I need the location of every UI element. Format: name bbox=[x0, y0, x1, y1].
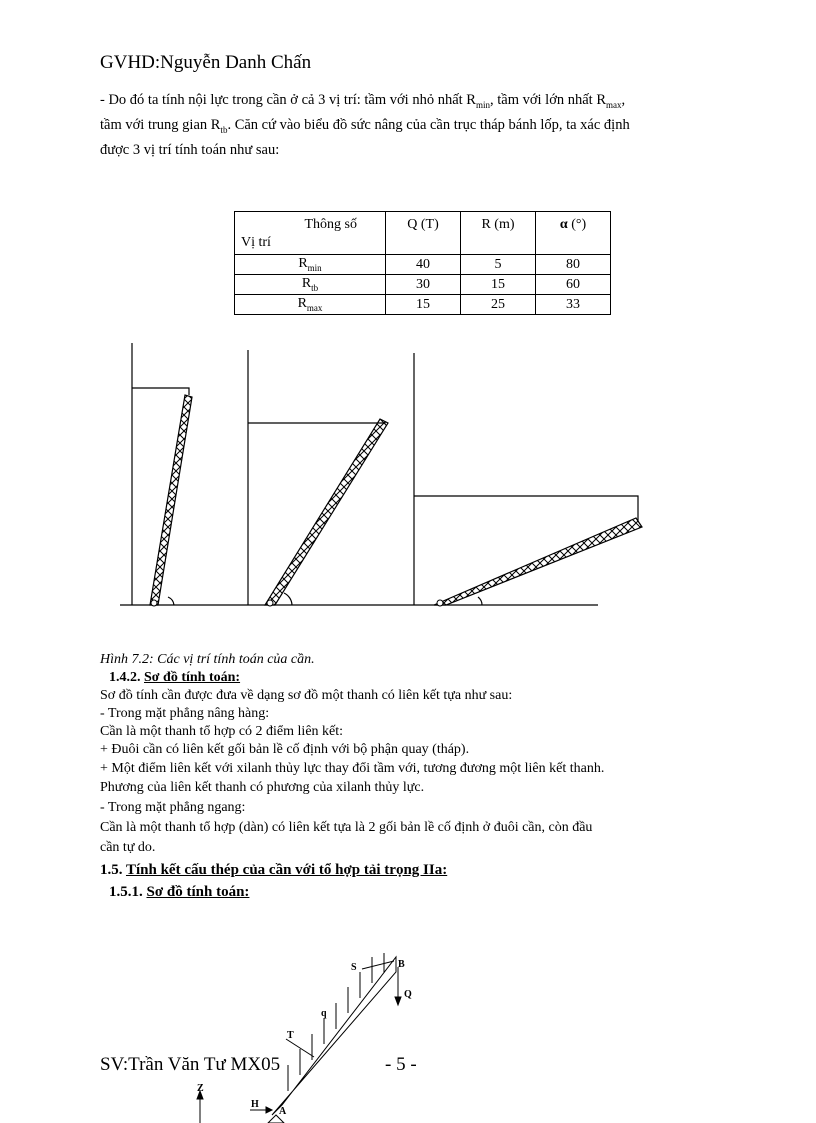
table-row: $R_{max}$ 15 25 33 bbox=[235, 295, 611, 315]
body-line: Cần là một thanh tổ hợp có 2 điểm liên kết: bbox=[100, 724, 344, 739]
intro-paragraph bbox=[100, 90, 748, 160]
parameter-table bbox=[234, 211, 611, 315]
boom-rmax bbox=[434, 518, 642, 605]
hinge-3 bbox=[437, 600, 443, 606]
label-q: Q bbox=[404, 989, 412, 1000]
angle-arc-2 bbox=[284, 593, 292, 605]
footer-student: SV:Trần Văn Tư MX05 bbox=[100, 1054, 281, 1075]
boom-rtb bbox=[265, 419, 388, 605]
page-number: - 5 - bbox=[385, 1054, 417, 1075]
col-q-header: Q (T) bbox=[386, 212, 461, 255]
label-z: Z bbox=[197, 1083, 204, 1094]
boom-rmin bbox=[150, 395, 192, 605]
body-line: Cần là một thanh tổ hợp (dàn) có liên kết tựa là 2 gối bản lề cố định ở đuôi cần, còn đầu bbox=[100, 820, 593, 835]
boom-positions-figure bbox=[0, 335, 816, 615]
reach-line-rtb bbox=[248, 421, 385, 423]
body-line: - Trong mặt phẳng nâng hàng: bbox=[100, 706, 270, 721]
section-1-4-2: 1.4.2. Sơ đồ tính toán: bbox=[109, 670, 241, 685]
section-1-5-1: 1.5.1. Sơ đồ tính toán: bbox=[109, 884, 250, 900]
table-row: $R_{min}$ 40 5 80 bbox=[235, 255, 611, 275]
col-r-header: R (m) bbox=[461, 212, 536, 255]
reach-line-rmin bbox=[132, 388, 189, 395]
calculation-diagram bbox=[0, 945, 816, 1123]
table-row: $R_{tb}$ 30 15 60 bbox=[235, 275, 611, 295]
angle-arc-3 bbox=[478, 597, 482, 605]
table-header-row bbox=[235, 212, 611, 255]
label-b: B bbox=[398, 959, 405, 970]
body-line: cần tự do. bbox=[100, 840, 156, 855]
col-alpha-header: α (°) bbox=[536, 212, 611, 255]
label-h: H bbox=[251, 1099, 259, 1110]
header-instructor: GVHD:Nguyễn Danh Chấn bbox=[100, 52, 312, 73]
label-s: S bbox=[351, 962, 357, 973]
label-t: T bbox=[287, 1030, 294, 1041]
body-line: - Trong mặt phẳng ngang: bbox=[100, 800, 246, 815]
angle-arc-1 bbox=[168, 597, 174, 605]
force-s-arrow bbox=[362, 961, 394, 969]
distributed-load-arrows bbox=[288, 953, 384, 1091]
reach-line-rmax bbox=[414, 496, 638, 522]
hinge-1 bbox=[151, 600, 157, 606]
intro-line-2: tầm với trung gian $R_{tb}$. Căn cứ vào biểu đồ sức nâng của cần trục tháp bánh lốp, ta xác định bbox=[100, 116, 630, 135]
intro-line-1: - Do đó ta tính nội lực trong cần ở cả 3 vị trí: tầm với nhỏ nhất $R_{min}$, tầm với lớn nhất $R_{max}$, bbox=[100, 92, 626, 110]
body-line: + Đuôi cần có liên kết gối bản lề cố định với bộ phận quay (tháp). bbox=[100, 742, 470, 757]
table-corner-cell: Thông số Vị trí bbox=[235, 212, 386, 255]
body-line: + Một điểm liên kết với xilanh thủy lực thay đổi tầm với, tương đương một liên kết thanh. bbox=[100, 761, 605, 776]
intro-line-3: được 3 vị trí tính toán như sau: bbox=[100, 141, 280, 158]
section-1-5: 1.5. Tính kết cấu thép của cần với tổ hợp tải trọng IIa: bbox=[100, 862, 448, 878]
figure-caption: Hình 7.2: Các vị trí tính toán của cần. bbox=[100, 652, 315, 667]
hinge-2 bbox=[267, 600, 273, 606]
body-line: Phương của liên kết thanh có phương của xilanh thủy lực. bbox=[100, 780, 425, 795]
body-line: Sơ đồ tính cần được đưa về dạng sơ đồ một thanh có liên kết tựa như sau: bbox=[100, 688, 513, 703]
label-a: A bbox=[279, 1106, 287, 1117]
label-q-small: q bbox=[321, 1008, 327, 1019]
